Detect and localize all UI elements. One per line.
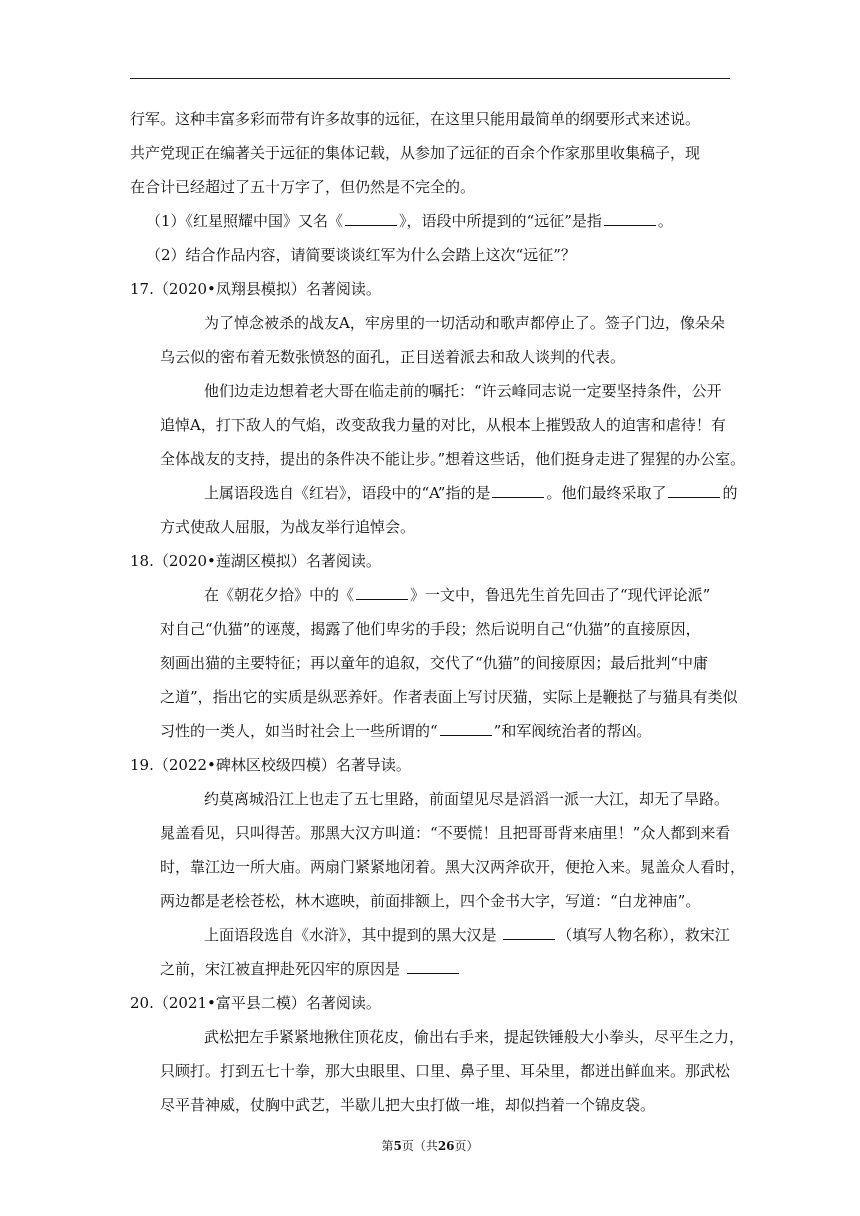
question-19-prompt — [130, 918, 730, 952]
text-line: 他们边走边想着老大哥在临走前的嘱托：“许云峰同志说一定要坚持条件，公开 — [204, 382, 722, 400]
text-line: 全体战友的支持，提出的条件决不能让步。”想着这些话，他们挺身走进了猩猩的办公室。 — [160, 450, 746, 468]
text-line: 尽平昔神威，仗胸中武艺，半歇儿把大虫打做一堆，却似挡着一个锦皮袋。 — [160, 1096, 656, 1114]
text-line: 武松把左手紧紧地揪住顶花皮，偷出右手来，提起铁锤般大小拳头，尽平生之力， — [204, 1028, 745, 1046]
q-text: 上面语段选自《水浒》，其中提到的黑大汉是 — [204, 926, 502, 944]
text-line: 刻画出猫的主要特征；再以童年的追叙，交代了“仇猫”的间接原因；最后批判“中庸 — [160, 654, 709, 672]
answer-blank — [356, 584, 408, 600]
footer-text: 第 — [381, 1139, 394, 1153]
q-text: （1）《红星照耀中国》又名《 — [146, 212, 344, 230]
question-17-heading: 17.（2020•凤翔县模拟）名著阅读。 — [130, 280, 381, 298]
text-line: 方式使敌人屈服，为战友举行追悼会。 — [160, 518, 416, 536]
text-line: 乌云似的密布着无数张愤怒的面孔，正目送着派去和敌人谈判的代表。 — [160, 348, 626, 366]
question-19-heading: 19.（2022•碑林区校级四模）名著导读。 — [130, 756, 411, 774]
text-line: 时，靠江边一所大庙。两扇门紧紧地闭着。黑大汉两斧砍开，便抢入来。晁盖众人看时， — [160, 858, 746, 876]
footer-text: 页） — [454, 1139, 479, 1153]
q-text: （填写人物名称），救宋江 — [557, 926, 730, 944]
q-text: 。 — [657, 212, 673, 230]
answer-blank — [345, 210, 397, 226]
text-line: 约莫离城沿江上也走了五七里路，前面望见尽是滔滔一派一大江，却无了旱路。 — [204, 790, 730, 808]
text-line: 共产党现正在编著关于远征的集体记载，从参加了远征的百余个作家那里收集稿子，现 — [130, 144, 701, 162]
q-text: 》，语段中所提到的“远征”是指 — [399, 212, 602, 230]
question-18-heading: 18.（2020•莲湖区模拟）名著阅读。 — [130, 552, 381, 570]
page-footer — [0, 1138, 860, 1154]
header-rule — [130, 78, 730, 79]
text-line — [130, 714, 730, 748]
document-body — [130, 102, 746, 1122]
answer-blank — [492, 482, 544, 498]
text-line: 为了悼念被杀的战友A，牢房里的一切活动和歌声都停止了。签子门边，像朵朵 — [204, 314, 725, 332]
answer-blank — [503, 924, 555, 940]
question-18-prompt — [130, 578, 730, 612]
question-16-2: （2）结合作品内容，请简要谈谈红军为什么会踏上这次“远征”？ — [146, 246, 576, 264]
question-20-heading: 20.（2021•富平县二模）名著阅读。 — [130, 994, 381, 1012]
question-17-prompt — [130, 476, 738, 510]
question-16-1 — [130, 204, 730, 238]
text-line: 在合计已经超过了五十万字了，但仍然是不完全的。 — [130, 178, 476, 196]
text-line: 两边都是老桧苍松，林木遮映，前面排额上，四个金书大字，写道：“白龙神庙”。 — [160, 892, 701, 910]
text-line: 行军。这种丰富多彩而带有许多故事的远征，在这里只能用最简单的纲要形式来述说。 — [130, 110, 701, 128]
page-number: 5 — [393, 1139, 402, 1153]
answer-blank — [604, 210, 656, 226]
total-pages: 26 — [437, 1139, 455, 1153]
q-text: 习性的一类人，如当时社会上一些所谓的“ — [160, 722, 438, 740]
text-line: 之道”，指出它的实质是纵恶养奸。作者表面上写讨厌猫，实际上是鞭挞了与猫具有类似 — [160, 688, 738, 706]
answer-blank — [668, 482, 720, 498]
text-line: 只顾打。打到五七十拳，那大虫眼里、口里、鼻子里、耳朵里，都迸出鲜血来。那武松 — [160, 1062, 731, 1080]
q-text: 在《朝花夕拾》中的《 — [204, 586, 355, 604]
q-text: ”和军阀统治者的帮凶。 — [493, 722, 652, 740]
q-text: 的 — [722, 484, 738, 502]
answer-blank — [440, 720, 492, 736]
q-text: 之前，宋江被直押赴死囚牢的原因是 — [160, 960, 405, 978]
text-line: 追悼A，打下敌人的气焰，改变敌我力量的对比，从根本上摧毁敌人的迫害和虐待！有 — [160, 416, 726, 434]
footer-text: 页（共 — [401, 1139, 438, 1153]
text-line — [130, 952, 730, 986]
q-text: 。他们最终采取了 — [546, 484, 667, 502]
text-line: 晁盖看见，只叫得苦。那黑大汉方叫道：“不要慌！且把哥哥背来庙里！”众人都到来看 — [160, 824, 731, 842]
text-line: 对自己“仇猫”的诬蔑，揭露了他们卑劣的手段；然后说明自己“仇猫”的直接原因， — [160, 620, 701, 638]
answer-blank — [407, 958, 459, 974]
q-text: 上属语段选自《红岩》，语段中的“A”指的是 — [204, 484, 491, 502]
q-text: 》一文中，鲁迅先生首先回击了“现代评论派” — [410, 586, 711, 604]
